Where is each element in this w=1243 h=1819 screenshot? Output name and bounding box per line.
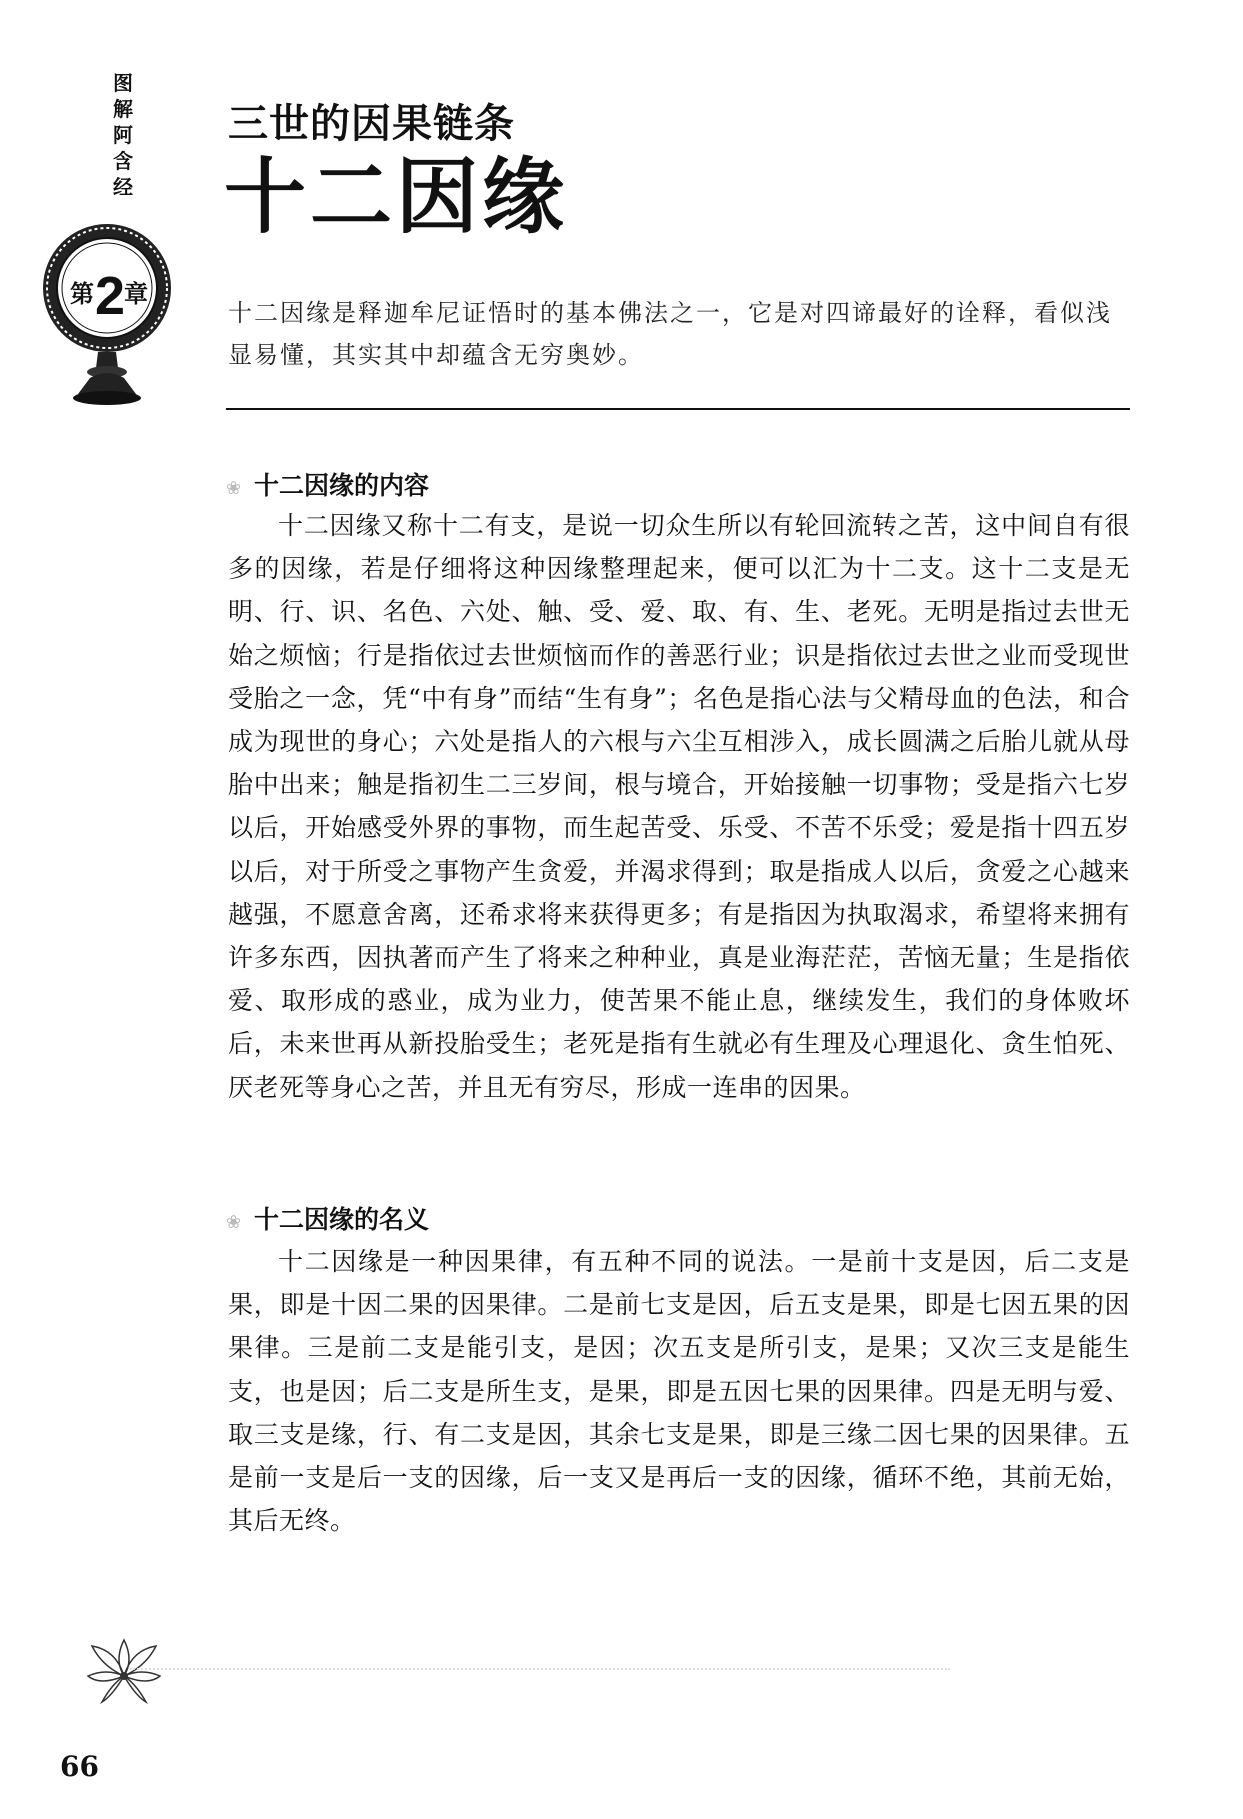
section-body: 十二因缘又称十二有支，是说一切众生所以有轮回流转之苦，这中间自有很多的因缘，若是仔细将这种因缘整理起来，便可以汇为十二支。这十二支是无明、行、识、名色、六处、触、受、爱、取、有、生、老死。无明是指过去世无始之烦恼；行是指依过去世烦恼而作的善恶行业；识是指依过去世之业而受现世受胎之一念，凭“中有身”而结“生有身”；名色是指心法与父精母血的色法，和合成为现世的身心；六处是指人的六根与六尘互相涉入，成长圆满之后胎儿就从母胎中出来；触是指初生二三岁间，根与境合，开始接触一切事物；受是指六七岁以后，开始感受外界的事物，而生起苦受、乐受、不苦不乐受；爱是指十四五岁以后，对于所受之事物产生贪爱，并渴求得到；取是指成人以后，贪爱之心越来越强，不愿意舍离，还希求将来获得更多；有是指因为执取渴求，希望将来拥有许多东西，因执著而产生了将来之种种业，真是业海茫茫，苦恼无量；生是指依爱、取形成的惑业，成为业力，使苦果不能止息，继续发生，我们的身体败坏后，未来世再从新投胎受生；老死是指有生就必有生理及心理退化、贪生怕死、厌老死等身心之苦，并且无有穷尽，形成一连串的因果。 (228, 511, 1130, 1102)
flower-bullet-icon: ❀ (226, 1212, 242, 1233)
book-title-char: 阿 (113, 123, 133, 147)
flower-bullet-icon: ❀ (226, 478, 242, 499)
badge-prefix: 第 (70, 281, 94, 308)
section-body: 十二因缘是一种因果律，有五种不同的说法。一是前十支是因，后二支是果，即是十因二果的因果律。二是前七支是因，后五支是果，即是七因五果的因果律。三是前二支是能引支，是因；次五支是所引支，是果；又次三支是能生支，也是因；后二支是所生支，是果，即是五因七果的因果律。四是无明与爱、取三支是缘，行、有二支是因，其余七支是果，即是三缘二因七果的因果律。五是前一支是后一支的因缘，后一支又是再后一支的因缘，循环不绝，其前无始，其后无终。 (228, 1247, 1130, 1536)
section-heading (226, 466, 429, 502)
chapter-badge (32, 218, 182, 418)
section-heading-text: 十二因缘的内容 (254, 471, 430, 500)
book-title-char: 图 (113, 71, 133, 95)
book-title-char: 经 (113, 175, 133, 199)
badge-number: 2 (95, 266, 126, 326)
page-number: 66 (60, 1750, 99, 1783)
section-heading-text: 十二因缘的名义 (254, 1205, 430, 1234)
section-heading (226, 1200, 429, 1236)
footer-dotted-line (130, 1668, 950, 1672)
intro-text: 十二因缘是释迦牟尼证悟时的基本佛法之一，它是对四谛最好的诠释，看似浅显易懂，其实其中却蕴含无穷奥妙。 (228, 299, 1112, 369)
divider-rule (226, 408, 1130, 410)
chapter-title: 十二因缘 (224, 149, 569, 245)
chapter-subtitle: 三世的因果链条 (228, 100, 515, 147)
book-title-char: 解 (113, 97, 133, 121)
badge-suffix: 章 (124, 281, 148, 308)
book-title-vertical (108, 70, 138, 200)
book-title-char: 含 (113, 149, 133, 173)
